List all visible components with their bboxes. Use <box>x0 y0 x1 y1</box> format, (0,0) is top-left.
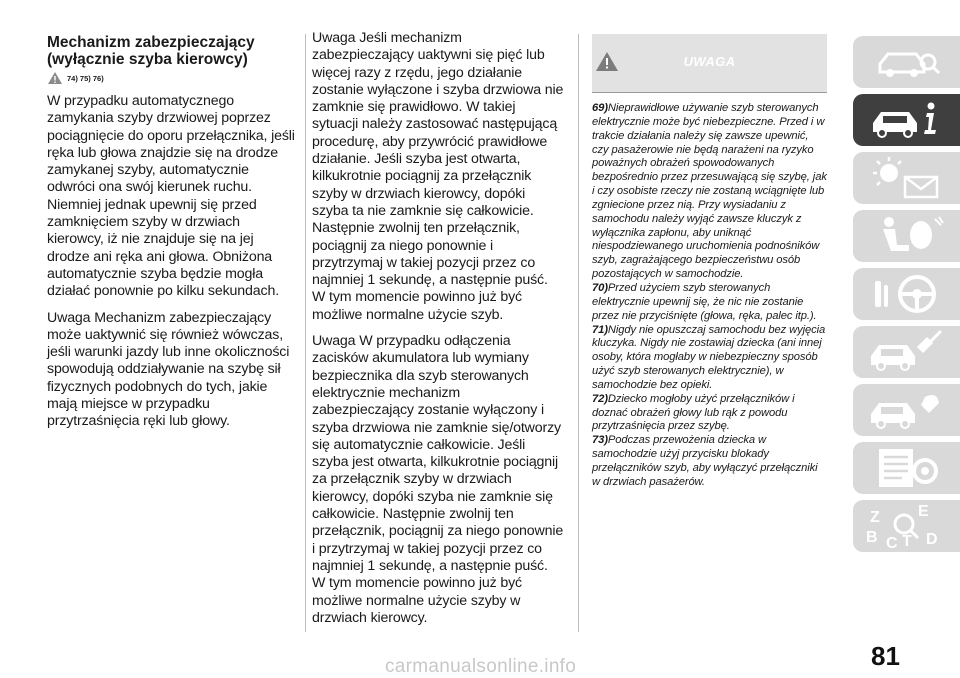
warning-note <box>592 282 827 324</box>
section-title-line2: (wyłącznie szyba kierowcy) <box>47 51 248 68</box>
warning-note <box>592 102 827 282</box>
car-tools-icon <box>867 329 947 375</box>
tab-index[interactable] <box>853 500 960 552</box>
reference-numbers: 74) 75) 76) <box>67 73 104 83</box>
note-text: Nigdy nie opuszczaj samochodu bez wyjęcia kluczyka. Nigdy nie zostawiaj dziecka (ani innej osoby, która mogłaby w niebezpieczny sposób użyć szyb sterowanych elektrycznie), w samochodzie bez opieki. <box>592 323 826 391</box>
note-number: 70) <box>592 281 608 294</box>
tab-driving[interactable] <box>853 268 960 320</box>
warning-note <box>592 434 827 489</box>
svg-text:D: D <box>925 531 938 548</box>
warning-section <box>592 34 827 490</box>
svg-text:C: C <box>885 535 898 550</box>
svg-text:B: B <box>865 529 878 546</box>
svg-text:E: E <box>917 503 929 520</box>
warning-triangle-icon <box>47 71 63 85</box>
steering-wheel-icon <box>867 271 947 317</box>
svg-text:T: T <box>901 533 912 550</box>
note-text: Podczas przewożenia dziecka w samochodzie użyj przycisku blokady przełączników szyb, aby wyłączyć przełączniki w drzwiach pasażerów. <box>592 434 818 488</box>
section-title <box>47 34 299 68</box>
car-service-icon <box>867 387 947 433</box>
warning-title: UWAGA <box>683 54 736 69</box>
tab-emergency[interactable] <box>853 326 960 378</box>
page-number: 81 <box>871 641 900 671</box>
left-column <box>47 34 299 440</box>
note-text: Dziecko mogłoby użyć przełączników i doznać obrażeń głowy lub rąk z powodu przytrzaśnięcia przez szybę. <box>592 392 795 433</box>
warning-references <box>47 71 299 85</box>
note-number: 71) <box>592 323 608 336</box>
technical-data-icon <box>867 445 947 491</box>
column-divider <box>305 34 306 632</box>
car-info-icon <box>867 98 947 142</box>
warning-header <box>592 34 827 93</box>
warning-note <box>592 324 827 393</box>
tab-technical-data[interactable] <box>853 442 960 494</box>
warning-notes <box>592 102 827 490</box>
note-number: 72) <box>592 392 608 405</box>
note-text: Przed użyciem szyb sterowanych elektrycznie upewnij się, że nic nie zostanie przez nie przyciśnięte (głowa, ręka, palec itp.). <box>592 281 817 322</box>
tab-maintenance[interactable] <box>853 384 960 436</box>
note-number: 73) <box>592 434 608 447</box>
section-title-line1: Mechanizm zabezpieczający <box>47 34 255 51</box>
tab-safety[interactable] <box>853 210 960 262</box>
airbag-seat-icon <box>867 213 947 259</box>
svg-text:Z: Z <box>869 509 880 526</box>
column-divider <box>578 34 579 632</box>
chapter-tabs <box>853 36 960 558</box>
paragraph: W przypadku automatycznego zamykania szyby drzwiowej poprzez pociągnięcie do oporu przełącznika, jeśli ręka lub głowa znajdzie się na drodze zamykanej szyby, automatycznie odwróci ona swój kierunek ruchu. Niemniej jednak upewnij się przed zamknięciem szyby w drzwiach kierowcy, iż nie znajduje się na jej drodze ani ręka ani głowa. Obniżona automatycznie szyba będzie mogła działać ponownie po kilku sekundach. <box>47 93 295 300</box>
tab-car-info[interactable] <box>853 94 960 146</box>
watermark: carmanualsonline.info <box>385 656 577 677</box>
tab-lights-warnings[interactable] <box>853 152 960 204</box>
note-number: 69) <box>592 102 608 114</box>
middle-column <box>312 30 564 636</box>
car-search-icon <box>872 42 942 82</box>
paragraph: Uwaga W przypadku odłączenia zacisków akumulatora lub wymiany bezpiecznika dla szyb sterowanych elektrycznie mechanizm zabezpieczający zostanie wyłączony i szyba drzwiowa nie zamknie się/otworzy się automatycznie całkowicie. Jeśli szyba jest otwarta, kilkukrotnie pociągnij za przełącznik szyby w drzwiach kierowcy, dopóki szyba nie zamknie się całkowicie. Następnie zwolnij ten przełącznik, pociągnij za niego ponownie i przytrzymaj w takiej pozycji przez co najmniej 1 sekundę, a następnie puść. W tym momencie powinno już być możliwe normalne użycie szyby w drzwiach kierowcy. <box>312 333 564 626</box>
note-text: Nieprawidłowe używanie szyb sterowanych elektrycznie może być niebezpieczne. Przed i w trakcie działania należy się zawsze upewnić, czy pasażerowie nie będą narażeni na ryzyko poważnych obrażeń spowodowanych bezpośrednio przez przesuwającą się szybę, jak i czy osobiste rzeczy nie zostaną wciągnięte lub zgniecione przez nią. Przy wysiadaniu z samochodu należy wyjąć zawsze kluczyk z wyłącznika zapłonu, aby uniknąć niespodziewanego uruchomienia podnośników szyb, zagrażającego bezpieczeństwu osób pozostających w samochodzie. <box>592 102 827 281</box>
light-warning-icon <box>867 155 947 201</box>
paragraph: Uwaga Mechanizm zabezpieczający może uaktywnić się również wówczas, jeśli warunki jazdy lub inne okoliczności spowodują oddziaływanie na szybę sił fizycznych podobnych do tych, jakie mają miejsce w przypadku przytrzaśnięcia ręki lub głowy. <box>47 309 290 430</box>
paragraph: Uwaga Jeśli mechanizm zabezpieczający uaktywni się pięć lub więcej razy z rzędu, jego działanie zostanie wyłączone i szyba drzwiowa nie zamknie się prawidłowo. W takiej sytuacji należy zastosować następującą procedurę, aby przywrócić prawidłowe działanie. Jeśli szyba jest otwarta, kilkukrotnie pociągnij za przełącznik szyby w drzwiach kierowcy, dopóki szyba ta nie zamknie się całkowicie. Następnie zwolnij ten przełącznik, pociągnij za niego ponownie i przytrzymaj w takiej pozycji przez co najmniej 1 sekundę, a następnie puść. W tym momencie powinno już być możliwe normalne użycie szyb. <box>312 30 564 323</box>
tab-car-search[interactable] <box>853 36 960 88</box>
warning-note <box>592 393 827 435</box>
index-icon <box>862 502 952 550</box>
